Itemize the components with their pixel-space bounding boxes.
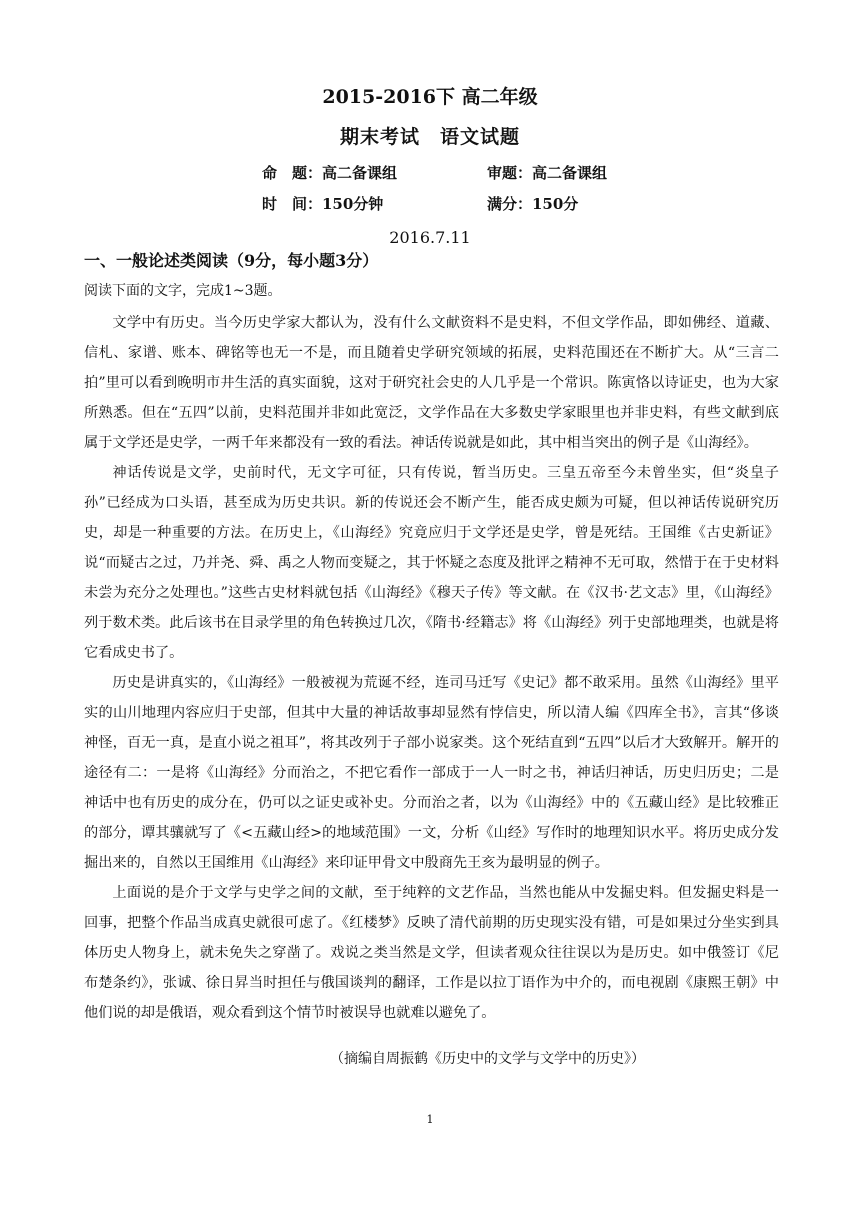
time-label: 时 间：150分钟 bbox=[262, 195, 384, 213]
reviewer-label: 审题：高二备课组 bbox=[487, 164, 608, 182]
page-number: 1 bbox=[426, 1113, 434, 1126]
passage-paragraph: 上面说的是介于文学与史学之间的文献，至于纯粹的文艺作品，当然也能从中发掘史料。但发掘史料是一回事，把整个作品当成真史就很可虑了。《红楼梦》反映了清代前期的历史现实没有错，可是如果过分坐实到具体历史人物身上，就未免失之穿凿了。戏说之类当然是文学，但读者观众往往误以为是历史。如中俄签订《尼布楚条约》，张诚、徐日昇当时担任与俄国谈判的翻译，工作是以拉丁语作为中介的，而电视剧《康熙王朝》中他们说的却是俄语，观众看到这个情节时被误导也就难以避免了。 bbox=[84, 885, 779, 1021]
exam-date: 2016.7.11 bbox=[389, 228, 471, 247]
passage-paragraph: 神话传说是文学，史前时代，无文字可征，只有传说，暂当历史。三皇五帝至今未曾坐实，但“炎皇子孙”已经成为口头语，甚至成为历史共识。新的传说还会不断产生，能否成史颇为可疑，但以神话传说研究历史，却是一种重要的方法。在历史上，《山海经》究竟应归于文学还是史学，曾是死结。王国维《古史新证》说“而疑古之过，乃并尧、舜、禹之人物而变疑之，其于怀疑之态度及批评之精神不无可取，然惜于在于史材料未尝为充分之处理也。”这些古史材料就包括《山海经》《穆天子传》等文献。在《汉书·艺文志》里，《山海经》列于数术类。此后该书在目录学里的角色转换过几次，《隋书·经籍志》将《山海经》列于史部地理类，也就是将它看成史书了。 bbox=[84, 465, 779, 661]
setter-label: 命 题：高二备课组 bbox=[262, 164, 398, 182]
passage-source: （摘编自周振鹤《历史中的文学与文学中的历史》） bbox=[330, 1051, 645, 1067]
section-instruction: 阅读下面的文字，完成1~3题。 bbox=[84, 283, 282, 299]
meta-row-authors bbox=[262, 162, 608, 183]
reading-passage bbox=[84, 308, 779, 1028]
passage-paragraph: 历史是讲真实的，《山海经》一般被视为荒诞不经，连司马迁写《史记》都不敢采用。虽然《山海经》里平实的山川地理内容应归于史部，但其中大量的神话故事却显然有悖信史，所以清人编《四库全书》，言其“侈谈神怪，百无一真，是直小说之祖耳”，将其改列于子部小说家类。这个死结直到“五四”以后才大致解开。解开的途径有二：一是将《山海经》分而治之，不把它看作一部成于一人一时之书，神话归神话，历史归历史；二是神话中也有历史的成分在，仍可以之证史或补史。分而治之者，以为《山海经》中的《五藏山经》是比较雅正的部分，谭其骧就写了《<五藏山经>的地域范围》一文，分析《山经》写作时的地理知识水平。将历史成分发掘出来的，自然以王国维用《山海经》来印证甲骨文中殷商先王亥为最明显的例子。 bbox=[84, 675, 779, 871]
meta-row-time bbox=[262, 193, 579, 214]
exam-subtitle: 期末考试 语文试题 bbox=[339, 126, 520, 148]
section-heading: 一、一般论述类阅读（9分，每小题3分） bbox=[84, 251, 379, 270]
score-label: 满分：150分 bbox=[487, 195, 579, 213]
passage-paragraph: 文学中有历史。当今历史学家大都认为，没有什么文献资料不是史料，不但文学作品，即如佛经、道藏、信札、家谱、账本、碑铭等也无一不是，而且随着史学研究领域的拓展，史料范围还在不断扩大。从“三言二拍”里可以看到晚明市井生活的真实面貌，这对于研究社会史的人几乎是一个常识。陈寅恪以诗证史，也为大家所熟悉。但在“五四”以前，史料范围并非如此宽泛，文学作品在大多数史学家眼里也并非史料，有些文献到底属于文学还是史学，一两千年来都没有一致的看法。神话传说就是如此，其中相当突出的例子是《山海经》。 bbox=[84, 315, 779, 451]
exam-title: 2015-2016下 高二年级 bbox=[322, 86, 538, 108]
